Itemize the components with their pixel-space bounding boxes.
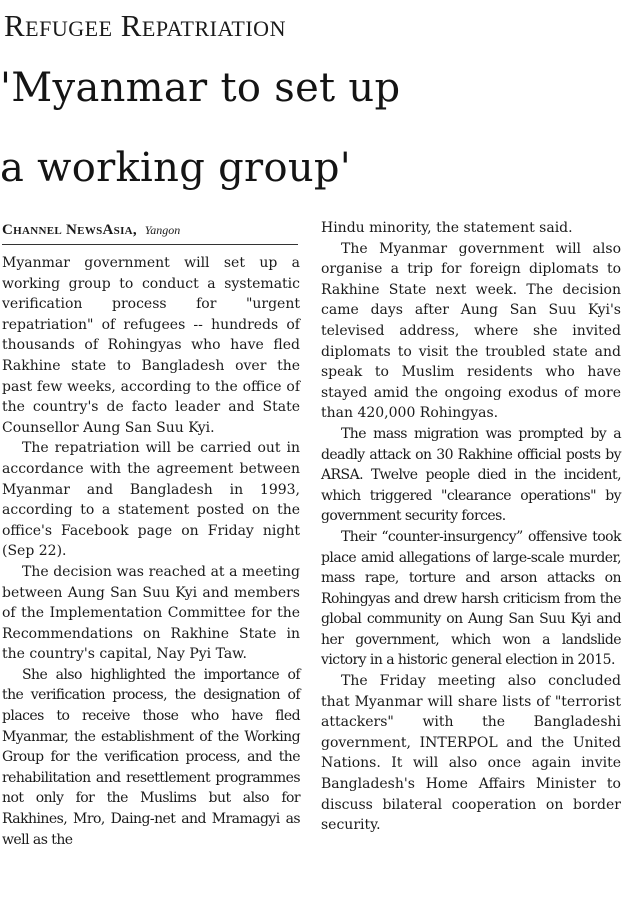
byline-dateline: Yangon bbox=[144, 223, 181, 237]
article-column-left bbox=[2, 253, 300, 850]
paragraph: The decision was reached at a meeting between Aung San Suu Kyi and members of the Implementation Committee for the Recommendations on Rakhine State in the country's capital, Nay Pyi Taw. bbox=[2, 563, 300, 663]
article-column-right bbox=[321, 218, 621, 836]
paragraph: Hindu minority, the statement said. bbox=[321, 220, 573, 236]
paragraph: Their “counter-insurgency” offensive took place amid allegations of large-scale murder, mass rape, torture and arson attacks on Rohingyas and drew harsh criticism from the global community on Aung San Suu Kyi and her government, which won a landslide victory in a historic general election in 2015. bbox=[321, 528, 621, 669]
paragraph: The repatriation will be carried out in accordance with the agreement between Myanmar and Bangladesh in 1993, according to a statement posted on the office's Facebook page on Friday night (Sep 22). bbox=[2, 440, 300, 560]
headline bbox=[0, 48, 639, 208]
section-kicker: Refugee Repatriation bbox=[4, 8, 286, 43]
headline-line-1: 'Myanmar to set up bbox=[0, 65, 401, 111]
paragraph: The mass migration was prompted by a deadly attack on 30 Rakhine official posts by ARSA. Twelve people died in the incident, which triggered "clearance operations" by government security forces. bbox=[321, 425, 621, 525]
byline-source: Channel NewsAsia, bbox=[2, 222, 137, 238]
paragraph: The Friday meeting also concluded that Myanmar will share lists of "terrorist attackers" with the Bangladeshi government, INTERPOL and the United Nations. It will also once again invite Bangladesh's Home Affairs Minister to discuss bilateral cooperation on border security. bbox=[321, 673, 621, 834]
byline bbox=[2, 220, 298, 245]
headline-line-2: a working group' bbox=[0, 145, 352, 191]
paragraph: Myanmar government will set up a working group to conduct a systematic verification process for "urgent repatriation" of refugees -- hundreds of thousands of Rohingyas who have fled Rakhine state to Bangladesh over the past few weeks, according to the office of the country's de facto leader and State Counsellor Aung San Suu Kyi. bbox=[2, 255, 300, 436]
paragraph: The Myanmar government will also organise a trip for foreign diplomats to Rakhine State next week. The decision came days after Aung San Suu Kyi's televised address, where she invited diplomats to visit the troubled state and speak to Muslim residents who have stayed amid the ongoing exodus of more than 420,000 Rohingyas. bbox=[321, 240, 621, 422]
paragraph: She also highlighted the importance of the verification process, the designation of places to receive those who have fled Myanmar, the establishment of the Working Group for the verification process, and the rehabilitation and resettlement programmes not only for the Muslims but also for Rakhines, Mro, Daing-net and Mramagyi as well as the bbox=[2, 666, 300, 848]
